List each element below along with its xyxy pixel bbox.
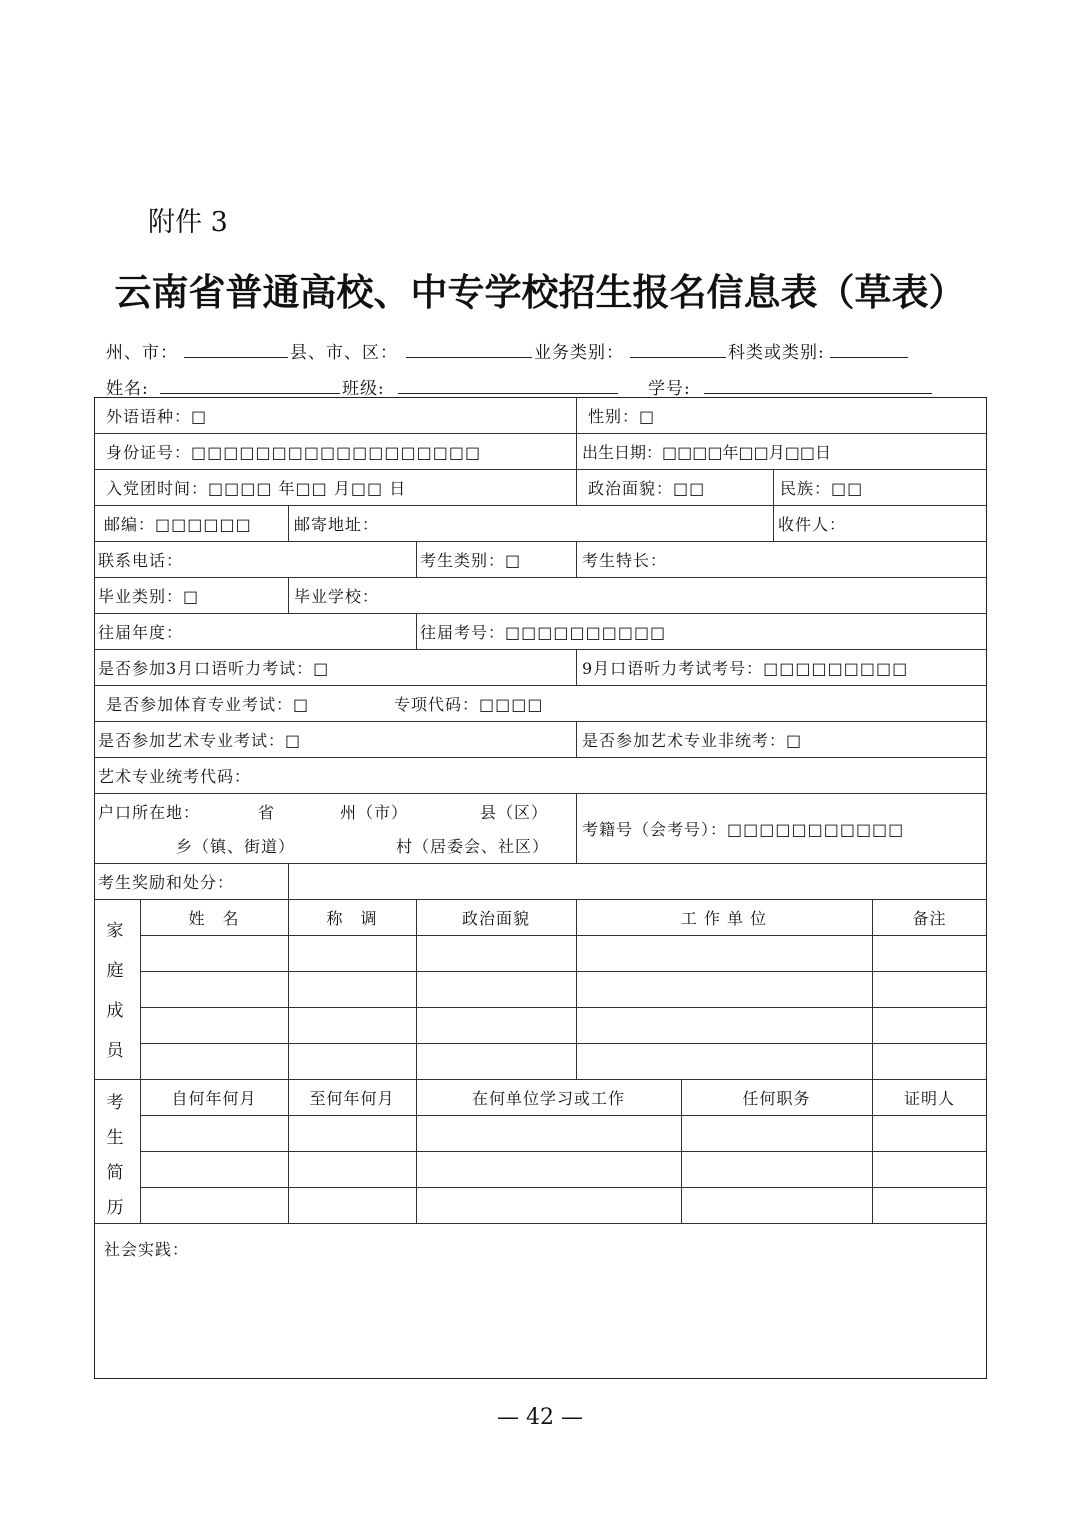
prev-year-field[interactable]: 往届年度： [98, 623, 184, 642]
ethnicity-field[interactable]: 民族：□□ [780, 479, 864, 498]
social-practice-label: 社会实践： [104, 1240, 190, 1259]
sept-oral-no-field[interactable]: 9月口语听力考试考号：□□□□□□□□□ [582, 659, 909, 678]
political-status-field[interactable]: 政治面貌：□□ [588, 479, 706, 498]
resume-col-to: 至何年何月 [309, 1089, 395, 1108]
hukou-label: 户口所在地： [98, 803, 201, 822]
birth-date-field[interactable]: 出生日期：□□□□年□□月□□日 [582, 443, 831, 462]
province-label: 省 [258, 803, 276, 822]
family-label-4: 员 [106, 1041, 124, 1061]
resume-col-position: 任何职务 [742, 1089, 811, 1108]
name-field[interactable] [160, 393, 340, 394]
grad-school-field[interactable]: 毕业学校： [294, 587, 380, 606]
class-label: 班级: [342, 379, 385, 399]
language-field[interactable]: 外语语种：□ [106, 407, 208, 426]
county-district-label: 县（区） [480, 803, 549, 822]
art-non-unified-field[interactable]: 是否参加艺术专业非统考：□ [582, 731, 803, 750]
family-label-1: 家 [106, 921, 124, 941]
form-title: 云南省普通高校、中专学校招生报名信息表（草表） [114, 271, 966, 314]
subject-type-field[interactable] [830, 357, 908, 358]
gender-field[interactable]: 性别：□ [588, 407, 656, 426]
attachment-label: 附件 3 [148, 207, 228, 238]
prefecture-label: 州、市： [106, 343, 178, 363]
candidate-type-field[interactable]: 考生类别：□ [420, 551, 522, 570]
student-id-field[interactable] [704, 393, 932, 394]
village-label: 村（居委会、社区） [396, 837, 550, 856]
prev-exam-no-field[interactable]: 往届考号：□□□□□□□□□□ [420, 623, 667, 642]
resume-label-1: 考 [106, 1093, 124, 1113]
prefecture-field[interactable] [184, 357, 288, 358]
id-number-field[interactable]: 身份证号：□□□□□□□□□□□□□□□□□□ [106, 443, 482, 462]
postcode-field[interactable]: 邮编：□□□□□□ [104, 515, 252, 534]
township-label: 乡（镇、街道） [176, 837, 296, 856]
registry-no-field[interactable]: 考籍号（会考号）：□□□□□□□□□□□ [582, 820, 905, 839]
class-field[interactable] [398, 393, 618, 394]
family-col-name: 姓 名 [188, 909, 240, 928]
resume-col-witness: 证明人 [903, 1089, 955, 1108]
student-id-label: 学号: [648, 379, 691, 399]
page-number: — 42 — [497, 1405, 583, 1430]
awards-label: 考生奖励和处分： [98, 873, 235, 892]
join-date-field[interactable]: 入党团时间：□□□□ 年□□ 月□□ 日 [106, 479, 407, 498]
resume-col-unit: 在何单位学习或工作 [471, 1089, 625, 1108]
sports-exam-field[interactable]: 是否参加体育专业考试：□ [106, 695, 310, 714]
county-field[interactable] [406, 357, 532, 358]
family-label-3: 成 [106, 1001, 124, 1021]
family-col-remark: 备注 [912, 909, 947, 928]
name-label: 姓名: [106, 379, 149, 399]
family-label-2: 庭 [106, 961, 124, 981]
prefecture-city-label: 州（市） [340, 803, 409, 822]
specialty-field[interactable]: 考生特长： [582, 551, 668, 570]
march-oral-field[interactable]: 是否参加3月口语听力考试：□ [98, 659, 330, 678]
resume-label-4: 历 [106, 1198, 124, 1218]
postal-address-field[interactable]: 邮寄地址： [294, 515, 380, 534]
art-exam-field[interactable]: 是否参加艺术专业考试：□ [98, 731, 302, 750]
phone-field[interactable]: 联系电话： [98, 551, 184, 570]
grad-type-field[interactable]: 毕业类别：□ [98, 587, 200, 606]
resume-col-from: 自何年何月 [171, 1089, 257, 1108]
recipient-field[interactable]: 收件人： [778, 515, 847, 534]
family-col-workplace: 工 作 单 位 [680, 909, 768, 928]
subject-type-label: 科类或类别: [728, 343, 825, 363]
business-type-field[interactable] [630, 357, 726, 358]
family-col-political: 政治面貌 [461, 909, 530, 928]
business-type-label: 业务类别： [534, 343, 624, 363]
art-code-field[interactable]: 艺术专业统考代码： [98, 767, 252, 786]
resume-label-3: 简 [106, 1163, 124, 1183]
resume-label-2: 生 [106, 1128, 124, 1148]
family-col-relation: 称 调 [326, 909, 378, 928]
county-label: 县、市、区： [290, 343, 398, 363]
sports-code-field[interactable]: 专项代码：□□□□ [394, 695, 544, 714]
